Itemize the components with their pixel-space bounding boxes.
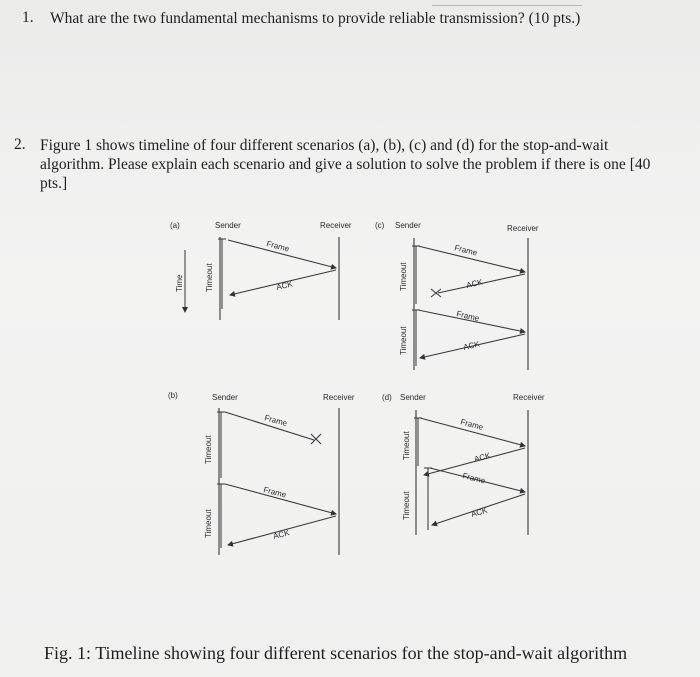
scenario-a-sender: Sender [215, 221, 241, 230]
scenario-d-timeout-2: Timeout [402, 491, 411, 520]
scenario-c-timeout-1: Timeout [399, 262, 408, 291]
scenario-c-ack-2: ACK [462, 339, 481, 352]
scenario-b-ack: ACK [272, 528, 291, 541]
scenario-b-frame-1: Frame [263, 413, 289, 428]
scenario-b-tag: (b) [168, 391, 178, 400]
time-axis [175, 250, 185, 312]
question-1-number: 1. [22, 9, 34, 26]
question-1-text: What are the two fundamental mechanisms to provide reliable transmission? (10 pts.) [50, 10, 581, 27]
scenario-a [170, 221, 352, 320]
scenario-b-sender: Sender [212, 393, 238, 402]
scenario-c-timeout-2: Timeout [399, 326, 408, 355]
question-2-number: 2. [14, 136, 26, 153]
scenario-a-ack: ACK [275, 279, 294, 292]
scenario-d-ack-1: ACK [473, 450, 492, 464]
scenario-c-frame-1: Frame [453, 243, 479, 258]
scenario-c-receiver: Receiver [507, 224, 539, 233]
time-label: Time [175, 274, 184, 292]
scenario-b-receiver: Receiver [323, 393, 355, 402]
scenario-a-tag: (a) [170, 221, 180, 230]
scenario-d-frame-2: Frame [461, 471, 487, 486]
scenario-d-tag: (d) [382, 393, 392, 402]
scenario-d-ack-2: ACK [470, 505, 489, 519]
scenario-b-frame-2: Frame [262, 485, 288, 500]
scenario-a-timeout: Timeout [205, 263, 214, 292]
scenario-b [168, 391, 355, 555]
scenario-b-timeout-2: Timeout [204, 509, 213, 538]
scenario-d-receiver: Receiver [513, 393, 545, 402]
scenario-d-frame-1: Frame [459, 417, 485, 432]
scenario-c [375, 221, 539, 370]
scenario-b-timeout-1: Timeout [204, 435, 213, 464]
figure-caption: Fig. 1: Timeline showing four different scenarios for the stop-and-wait algorithm [44, 643, 628, 663]
scenario-a-receiver: Receiver [320, 221, 352, 230]
scenario-c-sender: Sender [395, 221, 421, 230]
scenario-a-frame: Frame [265, 239, 291, 254]
scenario-c-frame-2: Frame [455, 309, 481, 324]
scenario-d [382, 393, 545, 535]
scenario-c-ack-1: ACK [465, 277, 484, 290]
scenario-d-sender: Sender [400, 393, 426, 402]
question-2-text: Figure 1 shows timeline of four different scenarios (a), (b), (c) and (d) for the stop-and-wait algorithm. Please explain each scenario and give a solution to solve the problem if there is one [40 pts.] [40, 137, 651, 192]
scenario-c-tag: (c) [375, 221, 385, 230]
scenario-d-timeout-1: Timeout [402, 431, 411, 460]
